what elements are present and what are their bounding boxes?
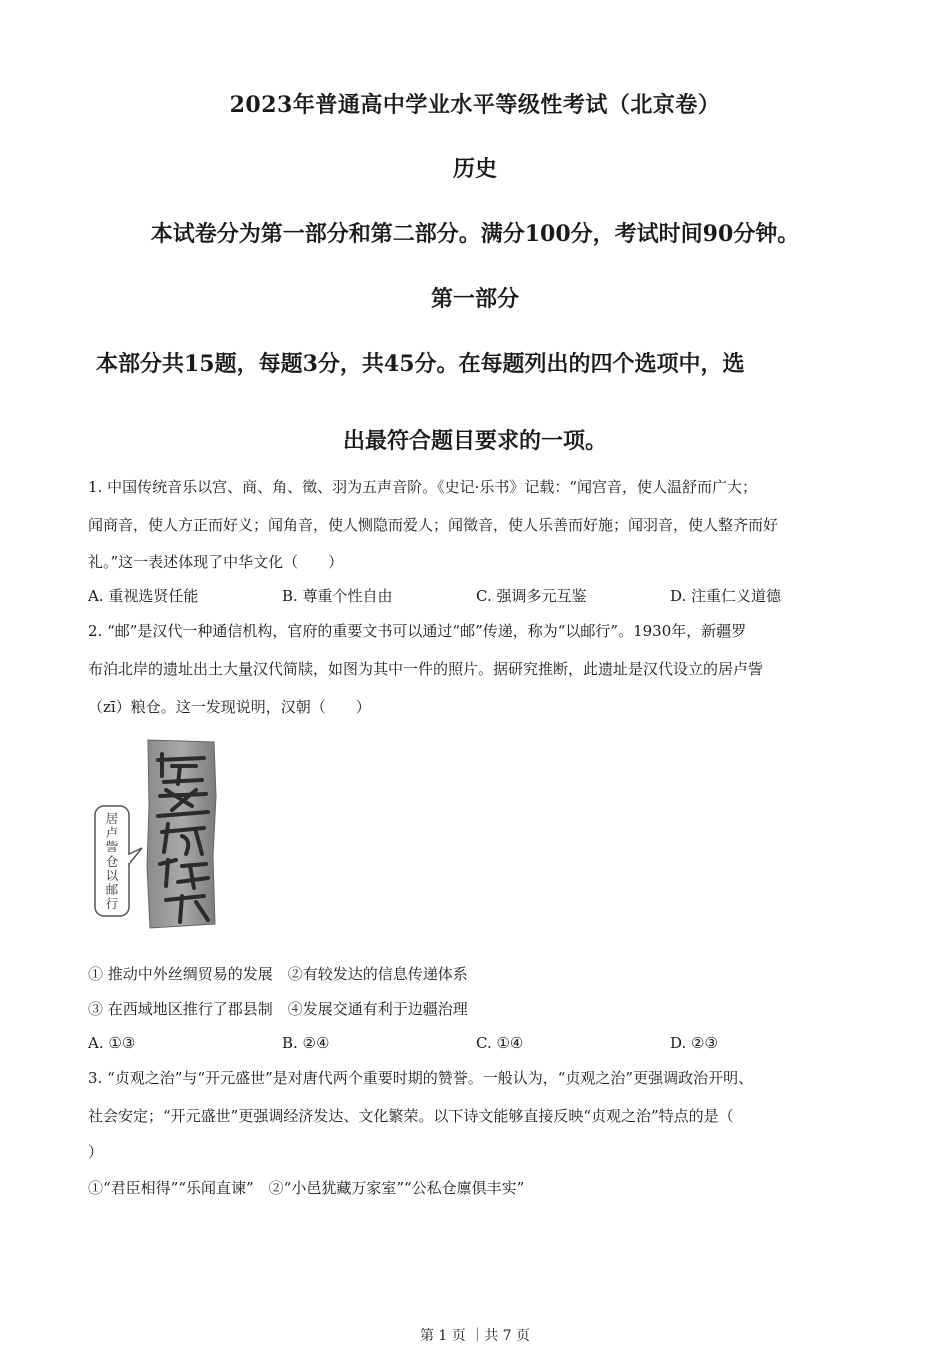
exam-intro: 本试卷分为第一部分和第二部分。满分100分，考试时间90分钟。 bbox=[150, 221, 800, 247]
q2-option-c[interactable]: C. ①④ bbox=[476, 1034, 524, 1052]
part-title: 第一部分 bbox=[430, 286, 519, 312]
bamboo-slip-figure bbox=[92, 736, 222, 936]
q1-option-a[interactable]: A. 重视选贤任能 bbox=[88, 587, 199, 605]
q2-statement-line: ① 推动中外丝绸贸易的发展 ②有较发达的信息传递体系 bbox=[88, 965, 468, 983]
q1-stem-line: 礼。”这一表述体现了中华文化（ ） bbox=[88, 553, 344, 571]
q3-stem-line: 社会安定；“开元盛世”更强调经济发达、文化繁荣。以下诗文能够直接反映“贞观之治”特点的是（ bbox=[88, 1107, 734, 1125]
figure-caption: 居卢訾仓以邮行 bbox=[105, 811, 119, 912]
part-instruction-line-2: 出最符合题目要求的一项。 bbox=[342, 428, 607, 454]
q1-option-b[interactable]: B. 尊重个性自由 bbox=[282, 587, 393, 605]
q2-stem-line: 2. “邮”是汉代一种通信机构，官府的重要文书可以通过“邮”传递，称为“以邮行”。1930年，新疆罗 bbox=[88, 622, 747, 640]
q1-options bbox=[88, 586, 868, 606]
exam-title: 2023年普通高中学业水平等级性考试（北京卷） bbox=[229, 92, 721, 118]
q2-option-a[interactable]: A. ①③ bbox=[88, 1034, 136, 1052]
q2-option-d[interactable]: D. ②③ bbox=[670, 1034, 718, 1052]
q1-stem-line: 闻商音，使人方正而好义；闻角音，使人恻隐而爱人；闻徵音，使人乐善而好施；闻羽音，使人整齐而好 bbox=[88, 516, 779, 534]
q2-stem-line: （zī）粮仓。这一发现说明，汉朝（ ） bbox=[88, 698, 371, 716]
q3-stem-line: 3. “贞观之治”与“开元盛世”是对唐代两个重要时期的赞誉。一般认为，“贞观之治”更强调政治开明、 bbox=[88, 1069, 754, 1087]
q1-stem-line: 1. 中国传统音乐以宫、商、角、徵、羽为五声音阶。《史记·乐书》记载：“闻宫音，使人温舒而广大； bbox=[88, 478, 758, 496]
page-footer: 第 1 页 ｜共 7 页 bbox=[419, 1328, 531, 1344]
q3-stem-line: ） bbox=[88, 1143, 104, 1161]
q2-option-b[interactable]: B. ②④ bbox=[282, 1034, 330, 1052]
subject-title: 历史 bbox=[452, 156, 497, 182]
q2-options bbox=[88, 1033, 868, 1053]
part-instruction-line-1: 本部分共15题，每题3分，共45分。在每题列出的四个选项中，选 bbox=[96, 351, 745, 377]
q2-stem-line: 布泊北岸的遗址出土大量汉代简牍，如图为其中一件的照片。据研究推断，此遗址是汉代设立的居卢訾 bbox=[88, 660, 764, 678]
q3-statement-line: ①“君臣相得”“乐闻直谏” ②“小邑犹藏万家室”“公私仓廪俱丰实” bbox=[88, 1179, 525, 1197]
q1-option-d[interactable]: D. 注重仁义道德 bbox=[670, 587, 782, 605]
q2-statement-line: ③ 在西域地区推行了郡县制 ④发展交通有利于边疆治理 bbox=[88, 1000, 468, 1018]
q1-option-c[interactable]: C. 强调多元互鉴 bbox=[476, 587, 587, 605]
